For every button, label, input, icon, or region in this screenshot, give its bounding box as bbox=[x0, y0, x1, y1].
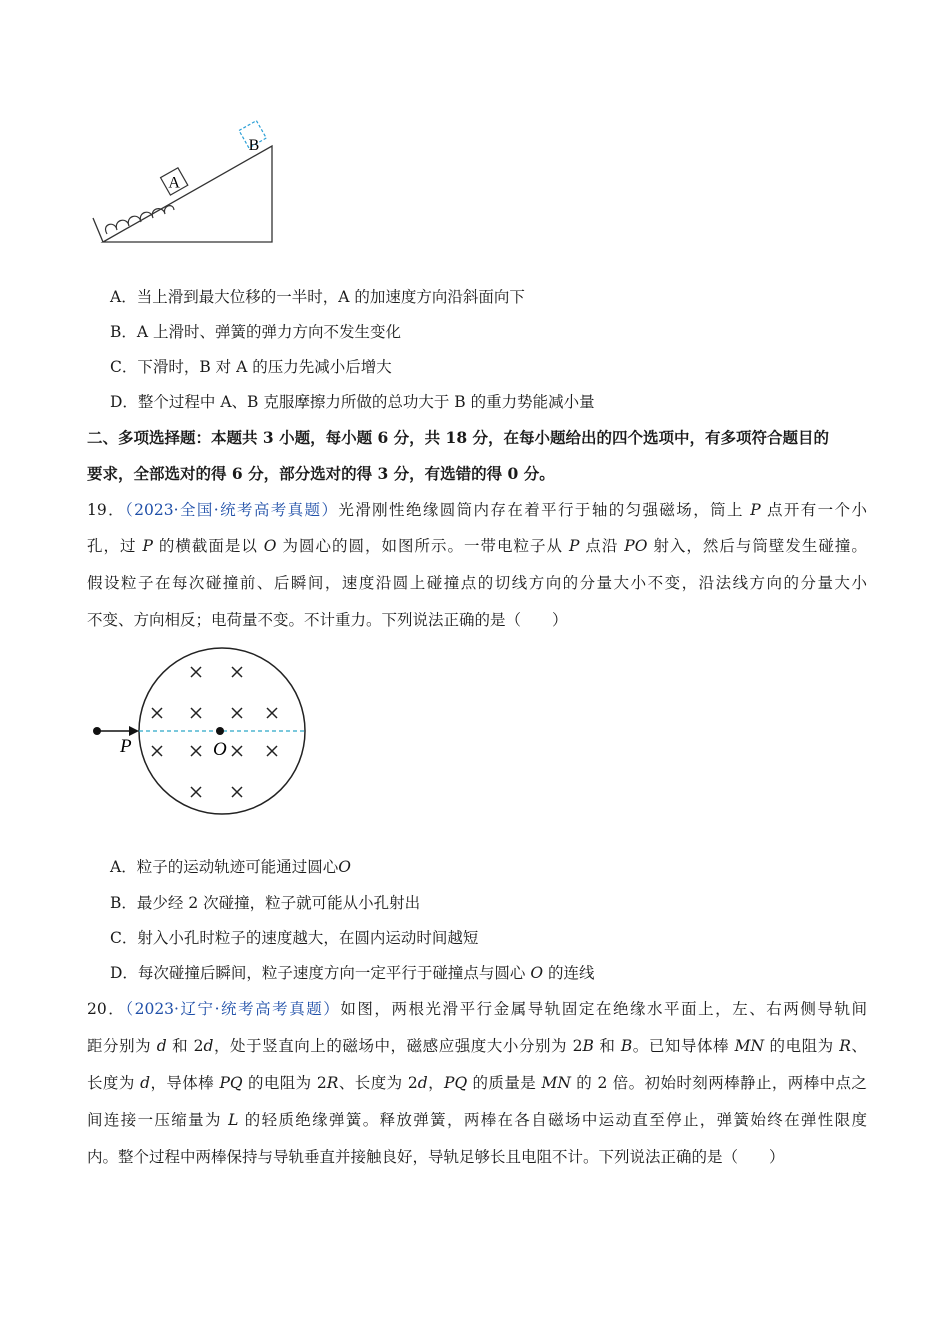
var-d: d bbox=[140, 1074, 151, 1092]
section2-line1: 二、多项选择题：本题共 3 小题，每小题 6 分，共 18 分，在每小题给出的四个选项中，有多项符合题目的 bbox=[87, 428, 830, 447]
q19-text: 的横截面是以 bbox=[158, 537, 258, 555]
label-o: O bbox=[213, 739, 227, 760]
q20-text: 、长度为 2 bbox=[338, 1074, 418, 1092]
q20-line5: 内。整个过程中两棒保持与导轨垂直并接触良好，导轨足够长且电阻不计。下列说法正确的是（ ） bbox=[87, 1148, 785, 1166]
q20-text: 的质量是 bbox=[472, 1074, 537, 1092]
q20-text: 间连接一压缩量为 bbox=[87, 1111, 222, 1129]
magnetic-field-figure bbox=[85, 645, 315, 820]
q18-option-c: C．下滑时，B 对 A 的压力先减小后增大 bbox=[110, 358, 392, 376]
label-p: P bbox=[120, 736, 132, 757]
q20-text: ，导体棒 bbox=[150, 1074, 215, 1092]
center-dot bbox=[216, 727, 224, 735]
q19-text: 点沿 bbox=[585, 537, 619, 555]
q19-line4: 不变、方向相反；电荷量不变。不计重力。下列说法正确的是（ ） bbox=[87, 611, 568, 629]
incline-wedge bbox=[103, 146, 272, 242]
q18-option-a: A．当上滑到最大位移的一半时，A 的加速度方向沿斜面向下 bbox=[110, 288, 525, 306]
q19-option-b: B．最少经 2 次碰撞，粒子就可能从小孔射出 bbox=[110, 894, 421, 912]
q19-line3: 假设粒子在每次碰撞前、后瞬间，速度沿圆上碰撞点的切线方向的分量大小不变，沿法线方向的分量大小 bbox=[87, 574, 867, 592]
q18-option-d: D．整个过程中 A、B 克服摩擦力所做的总功大于 B 的重力势能减小量 bbox=[110, 393, 595, 411]
var-o: O bbox=[530, 964, 544, 982]
block-a bbox=[161, 168, 189, 197]
option-text: D．每次碰撞后瞬间，粒子速度方向一定平行于碰撞点与圆心 bbox=[110, 964, 526, 982]
field-crosses bbox=[152, 667, 277, 797]
var-d: d bbox=[156, 1037, 167, 1055]
q20-line2 bbox=[87, 1036, 867, 1056]
incline-wall bbox=[93, 218, 103, 242]
var-r: R bbox=[326, 1074, 339, 1092]
q19-option-d bbox=[110, 963, 595, 983]
option-text: 的连线 bbox=[548, 964, 595, 982]
q20-text: 长度为 bbox=[87, 1074, 135, 1092]
q19-source: （2023·全国·统考高考真题） bbox=[125, 501, 339, 519]
q20-text: 和 bbox=[599, 1037, 616, 1055]
q20-number: 20． bbox=[87, 1000, 126, 1018]
option-text: A．粒子的运动轨迹可能通过圆心 bbox=[110, 858, 339, 876]
q20-text: 和 2 bbox=[172, 1037, 204, 1055]
block-a-label: A bbox=[168, 174, 180, 192]
section2-line2: 要求，全部选对的得 6 分，部分选对的得 3 分，有选错的得 0 分。 bbox=[87, 464, 555, 483]
q19-text: 为圆心的圆，如图所示。一带电粒子从 bbox=[282, 537, 564, 555]
q19-number: 19． bbox=[87, 501, 126, 519]
var-p: P bbox=[142, 537, 153, 555]
q19-text: 光滑刚性绝缘圆筒内存在着平行于轴的匀强磁场，筒上 bbox=[338, 501, 744, 519]
var-l: L bbox=[228, 1111, 239, 1129]
var-d: d bbox=[417, 1074, 428, 1092]
spring bbox=[106, 206, 174, 234]
q19-option-c: C．射入小孔时粒子的速度越大，在圆内运动时间越短 bbox=[110, 929, 479, 947]
q19-text: 孔，过 bbox=[87, 537, 137, 555]
q19-text: 射入，然后与筒壁发生碰撞。 bbox=[653, 537, 867, 555]
q20-text: 、 bbox=[850, 1037, 867, 1055]
var-b: B bbox=[620, 1037, 633, 1055]
q20-text: 距分别为 bbox=[87, 1037, 152, 1055]
var-b: B bbox=[582, 1037, 594, 1055]
q20-source: （2023·辽宁·统考高考真题） bbox=[125, 1000, 341, 1018]
var-po: PO bbox=[624, 537, 648, 555]
q19-line2 bbox=[87, 536, 867, 556]
var-mn: MN bbox=[734, 1037, 765, 1055]
q20-text: 的轻质绝缘弹簧。释放弹簧，两棒在各自磁场中运动直至停止，弹簧始终在弹性限度 bbox=[244, 1111, 867, 1129]
q20-text: 如图，两根光滑平行金属导轨固定在绝缘水平面上，左、右两侧导轨间 bbox=[340, 1000, 867, 1018]
q20-text: 的电阻为 2 bbox=[247, 1074, 327, 1092]
q20-text: 的电阻为 bbox=[769, 1037, 834, 1055]
q19-line1 bbox=[87, 500, 867, 520]
var-mn: MN bbox=[541, 1074, 571, 1092]
arrow-head bbox=[129, 726, 139, 736]
var-d: d bbox=[203, 1037, 214, 1055]
q20-text: 的 2 倍。初始时刻两棒静止，两棒中点之 bbox=[576, 1074, 867, 1092]
q19-option-a bbox=[110, 857, 351, 877]
var-o: O bbox=[263, 537, 277, 555]
q20-text: ， bbox=[427, 1074, 445, 1092]
var-pq: PQ bbox=[219, 1074, 243, 1092]
q20-line3 bbox=[87, 1073, 867, 1093]
var-o: O bbox=[338, 858, 351, 876]
q20-line1 bbox=[87, 999, 867, 1019]
q20-text: ，处于竖直向上的磁场中，磁感应强度大小分别为 2 bbox=[213, 1037, 583, 1055]
block-b-label: B bbox=[248, 137, 260, 154]
var-p: P bbox=[568, 537, 580, 555]
incline-figure bbox=[85, 120, 285, 250]
var-p: P bbox=[750, 501, 761, 519]
q20-text: 。已知导体棒 bbox=[632, 1037, 730, 1055]
q19-text: 点开有一个小 bbox=[766, 501, 867, 519]
q20-line4 bbox=[87, 1110, 867, 1130]
var-pq: PQ bbox=[444, 1074, 468, 1092]
q18-option-b: B．A 上滑时、弹簧的弹力方向不发生变化 bbox=[110, 323, 402, 341]
var-r: R bbox=[839, 1037, 851, 1055]
